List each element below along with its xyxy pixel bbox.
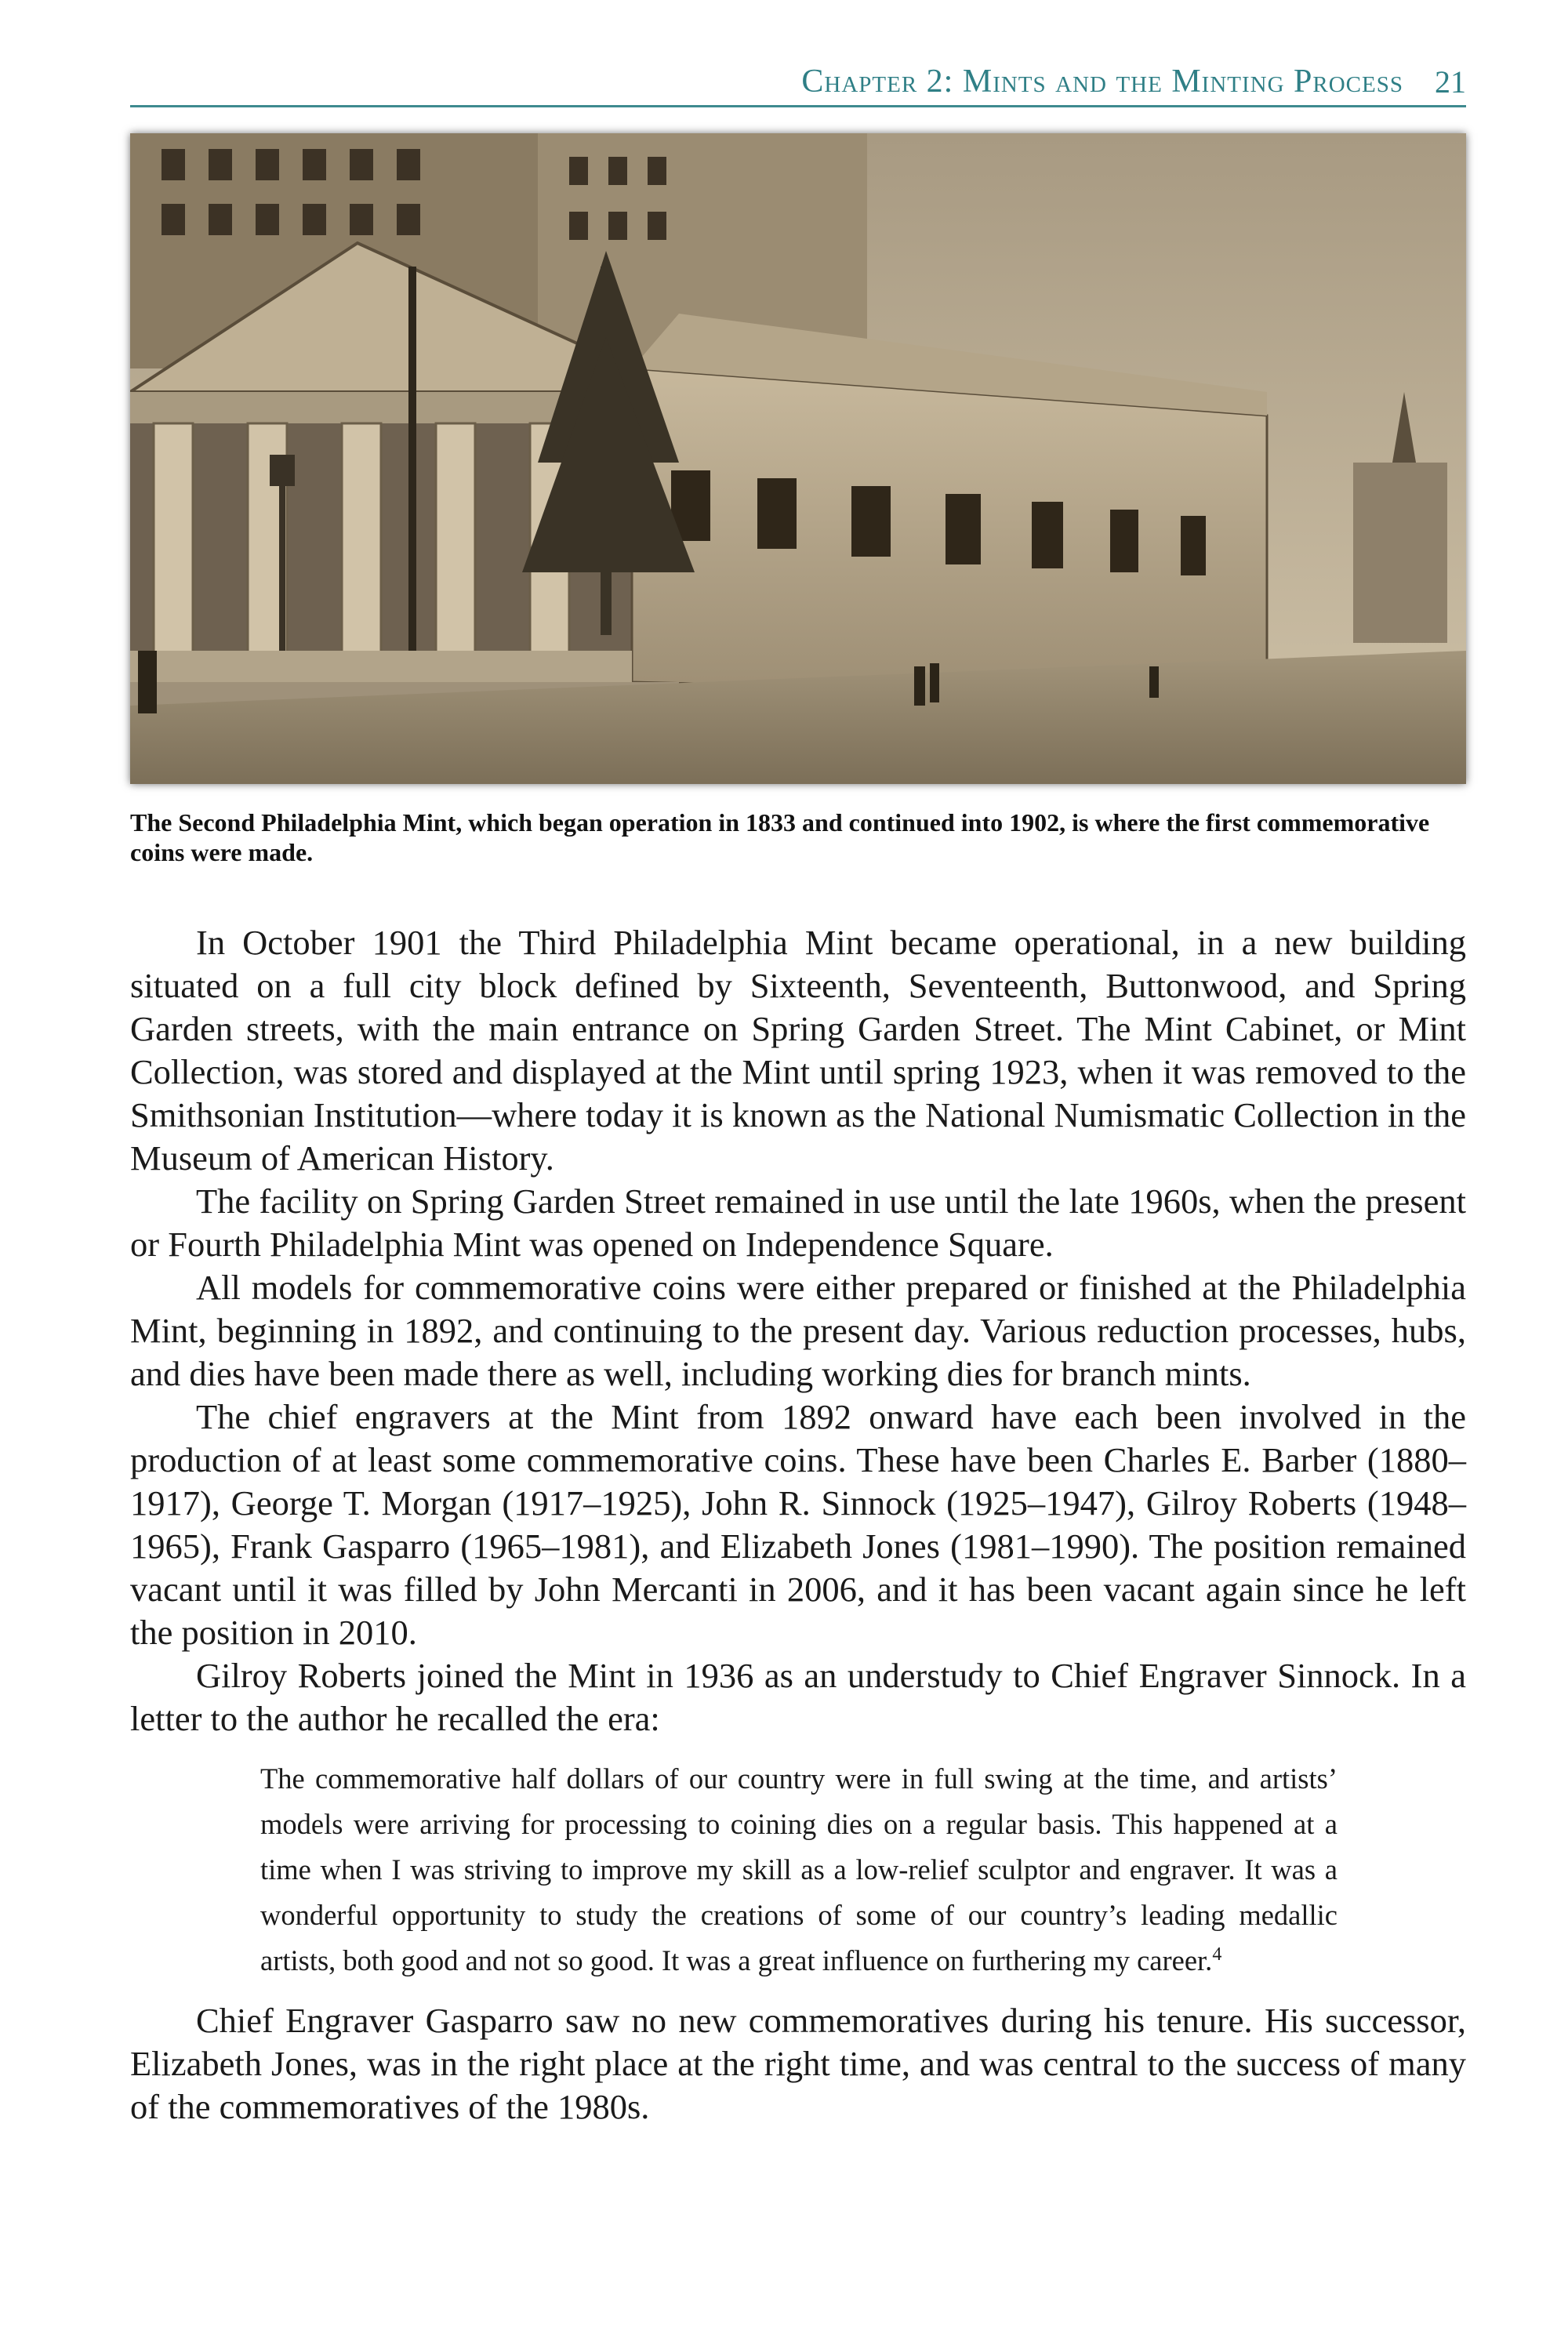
paragraph: All models for commemorative coins were either prepared or finished at the Philadelphia Mint, beginning in 1892, and continuing to the present day. Various reduction processes, hubs, and dies have been made there as well, including working dies for branch mints. (130, 1268, 1466, 1393)
paragraph: The facility on Spring Garden Street remained in use until the late 1960s, when the present or Fourth Philadelphia Mint was opened on Independence Square. (130, 1181, 1466, 1264)
paragraph: Chief Engraver Gasparro saw no new commemoratives during his tenure. His successor, Elizabeth Jones, was in the right place at the right time, and was central to the success of many of the commemoratives of the 1980s. (130, 2001, 1466, 2126)
paragraph: Gilroy Roberts joined the Mint in 1936 as an understudy to Chief Engraver Sinnock. In a letter to the author he recalled the era: (130, 1656, 1466, 1738)
paragraph: The chief engravers at the Mint from 1892 onward have each been involved in the production of at least some commemorative coins. These have been Charles E. Barber (1880–1917), George T. Morgan (1917–1925), John R. Sinnock (1925–1947), Gilroy Roberts (1948–1965), Frank Gasparro (1965–1981), and Elizabeth Jones (1981–1990). The position remained vacant until it was filled by John Mercanti in 2006, and it has been vacant again since he left the position in 2010. (130, 1397, 1466, 1652)
body-text (130, 921, 1466, 2129)
footnote-marker: 4 (1212, 1944, 1222, 1965)
block-quote (260, 1756, 1338, 1984)
quote-text: The commemorative half dollars of our country were in full swing at the time, and artists’ models were arriving for processing to coining dies on a regular basis. This happened at a time when I was striving to improve my skill as a low-relief sculptor and engraver. It was a wonderful opportunity to study the creations of some of our country’s leading medallic artists, both good and not so good. It was a great influence on furthering my career. (260, 1762, 1338, 1976)
running-head (130, 55, 1466, 107)
page-number: 21 (1435, 64, 1466, 100)
mint-photograph (130, 133, 1466, 784)
figure-caption: The Second Philadelphia Mint, which began operation in 1833 and continued into 1902, is where the first commemorative coins were made. (130, 808, 1430, 866)
paragraph: In October 1901 the Third Philadelphia Mint became operational, in a new building situated on a full city block defined by Sixteenth, Seventeenth, Buttonwood, and Spring Garden streets, with the main entrance on Spring Garden Street. The Mint Cabinet, or Mint Collection, was stored and displayed at the Mint until spring 1923, when it was removed to the Smithsonian Institution—where today it is known as the National Numismatic Collection in the Museum of American History. (130, 923, 1466, 1178)
chapter-title: Chapter 2: Mints and the Minting Process (801, 64, 1403, 100)
